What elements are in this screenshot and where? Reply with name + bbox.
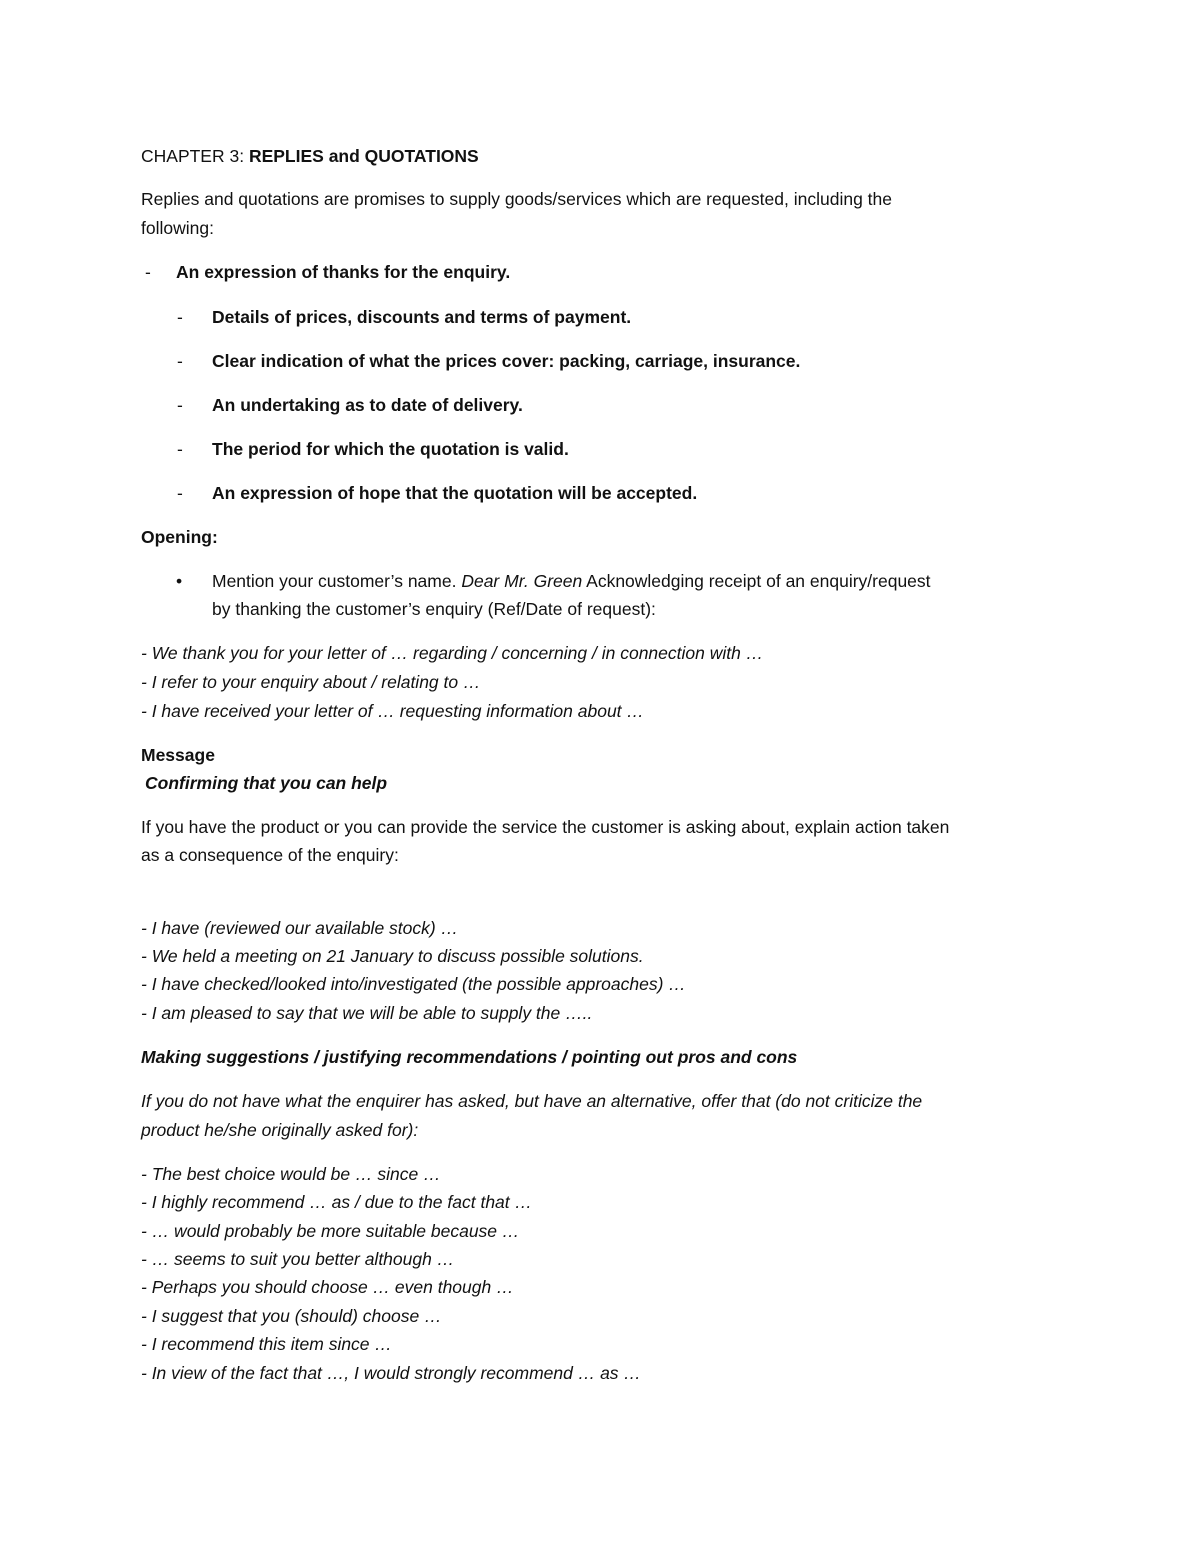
message-phrase: - I have (reviewed our available stock) … [141, 918, 459, 938]
suggestion-phrase: - Perhaps you should choose … even though … [141, 1277, 514, 1297]
message-phrase: - I have checked/looked into/investigated (the possible approaches) … [141, 974, 686, 994]
intro-line-1: Replies and quotations are promises to supply goods/services which are requested, including the [141, 189, 892, 209]
bullet-text-part-2: Acknowledging receipt of an enquiry/request [582, 571, 931, 591]
message-phrase: - We held a meeting on 21 January to discuss possible solutions. [141, 946, 644, 966]
message-subheading: Confirming that you can help [145, 773, 388, 793]
suggestions-para-line-1: If you do not have what the enquirer has asked, but have an alternative, offer that (do not criticize the [141, 1091, 923, 1111]
message-phrase: - I am pleased to say that we will be able to supply the ….. [141, 1003, 593, 1023]
intro-line-2: following: [141, 218, 214, 238]
suggestion-phrase: - I recommend this item since … [141, 1334, 392, 1354]
suggestions-para-line-2: product he/she originally asked for): [141, 1120, 419, 1140]
chapter-title [141, 146, 479, 167]
chapter-title-main: REPLIES and QUOTATIONS [248, 146, 479, 166]
opening-phrase: - We thank you for your letter of … regarding / concerning / in connection with … [141, 643, 764, 663]
requirement-text: The period for which the quotation is valid. [212, 439, 569, 459]
chapter-title-prefix: CHAPTER 3: [141, 146, 249, 166]
requirement-text: Clear indication of what the prices cover: packing, carriage, insurance. [212, 351, 801, 371]
suggestion-phrase: - I highly recommend … as / due to the fact that … [141, 1192, 533, 1212]
message-para-line-1: If you have the product or you can provide the service the customer is asking about, explain action taken [141, 817, 950, 837]
requirement-text: An undertaking as to date of delivery. [212, 395, 523, 415]
opening-bullet-line-2: by thanking the customer’s enquiry (Ref/Date of request): [212, 599, 656, 619]
bullet-text-part-1: Mention your customer’s name. [212, 571, 462, 591]
dash-marker: - [145, 262, 151, 282]
suggestion-phrase: - … would probably be more suitable because … [141, 1221, 520, 1241]
opening-phrase: - I have received your letter of … requesting information about … [141, 701, 644, 721]
dash-marker: - [177, 483, 183, 503]
dash-marker: - [177, 351, 183, 371]
opening-heading: Opening: [141, 527, 218, 547]
message-para-line-2: as a consequence of the enquiry: [141, 845, 399, 865]
suggestions-heading: Making suggestions / justifying recommendations / pointing out pros and cons [141, 1047, 798, 1067]
requirement-text: Details of prices, discounts and terms of payment. [212, 307, 632, 327]
opening-phrase: - I refer to your enquiry about / relating to … [141, 672, 481, 692]
dash-marker: - [177, 395, 183, 415]
requirement-text: An expression of hope that the quotation will be accepted. [212, 483, 698, 503]
message-heading: Message [141, 745, 215, 765]
requirement-text: An expression of thanks for the enquiry. [176, 262, 511, 282]
dash-marker: - [177, 307, 183, 327]
dash-marker: - [177, 439, 183, 459]
suggestion-phrase: - … seems to suit you better although … [141, 1249, 455, 1269]
suggestion-phrase: - In view of the fact that …, I would strongly recommend … as … [141, 1363, 641, 1383]
bullet-greeting-example: Dear Mr. Green [461, 571, 583, 591]
suggestion-phrase: - I suggest that you (should) choose … [141, 1306, 442, 1326]
suggestion-phrase: - The best choice would be … since … [141, 1164, 441, 1184]
bullet-marker: • [176, 571, 183, 591]
opening-bullet-line-1 [212, 571, 931, 592]
